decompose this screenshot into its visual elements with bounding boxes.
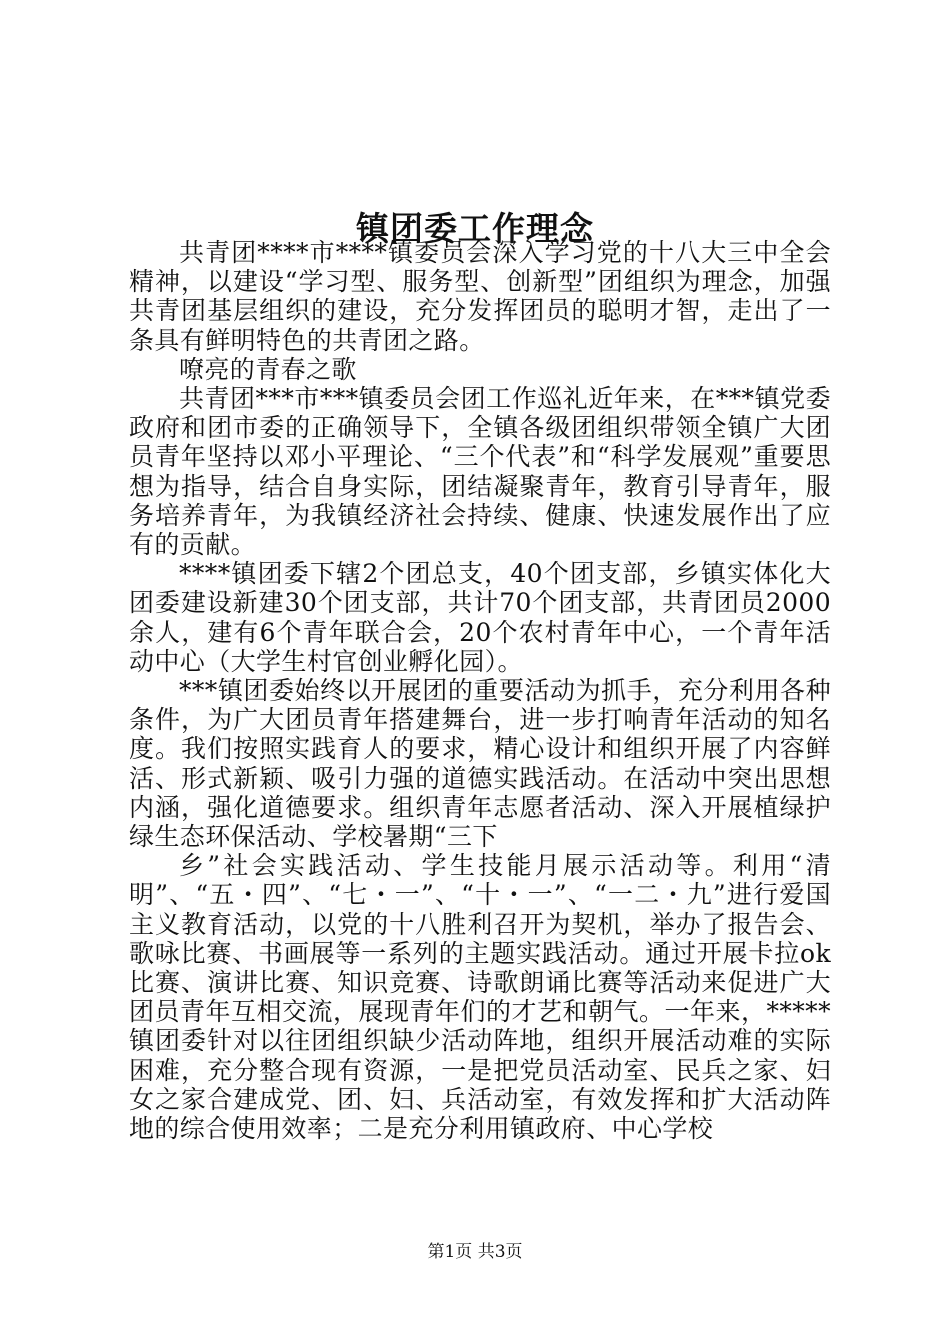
document-body <box>129 238 831 1143</box>
document-title: 镇团委工作理念 <box>356 209 594 249</box>
paragraph-activities-continued: 乡”社会实践活动、学生技能月展示活动等。利用“清明”、“五・四”、“七・一”、“十・一”、“一二・九”进行爱国主义教育活动，以党的十八胜利召开为契机，举办了报告会、歌咏比赛、书画展等一系列的主题实践活动。通过开展卡拉ok比赛、演讲比赛、知识竞赛、诗歌朗诵比赛等活动来促进广大团员青年互相交流，展现青年们的才艺和朝气。一年来，*****镇团委针对以往团组织缺少活动阵地，组织开展活动难的实际困难，充分整合现有资源，一是把党员活动室、民兵之家、妇女之家合建成党、团、妇、兵活动室，有效发挥和扩大活动阵地的综合使用效率；二是充分利用镇政府、中心学校 <box>129 851 831 1144</box>
page-indicator: 第1页 共3页 <box>427 1242 523 1262</box>
section-heading: 嘹亮的青春之歌 <box>179 354 357 384</box>
paragraph-overview: 共青团***市***镇委员会团工作巡礼近年来，在***镇党委政府和团市委的正确领导下，全镇各级团组织带领全镇广大团员青年坚持以邓小平理论、“三个代表”和“科学发展观”重要思想为指导，结合自身实际，团结凝聚青年，教育引导青年，服务培养青年，为我镇经济社会持续、健康、快速发展作出了应有的贡献。 <box>129 384 831 560</box>
paragraph-intro: 共青团****市****镇委员会深入学习党的十八大三中全会精神，以建设“学习型、服务型、创新型”团组织为理念，加强共青团基层组织的建设，充分发挥团员的聪明才智，走出了一条具有鲜明特色的共青团之路。 <box>129 238 831 355</box>
paragraph-organization: ****镇团委下辖2个团总支，40个团支部，乡镇实体化大团委建设新建30个团支部，共计70个团支部，共青团员2000余人，建有6个青年联合会，20个农村青年中心，一个青年活动中心（大学生村官创业孵化园）。 <box>129 559 831 676</box>
paragraph-activities: ***镇团委始终以开展团的重要活动为抓手，充分利用各种条件，为广大团员青年搭建舞台，进一步打响青年活动的知名度。我们按照实践育人的要求，精心设计和组织开展了内容鲜活、形式新颖、吸引力强的道德实践活动。在活动中突出思想内涵，强化道德要求。组织青年志愿者活动、深入开展植绿护绿生态环保活动、学校暑期“三下 <box>129 676 831 852</box>
